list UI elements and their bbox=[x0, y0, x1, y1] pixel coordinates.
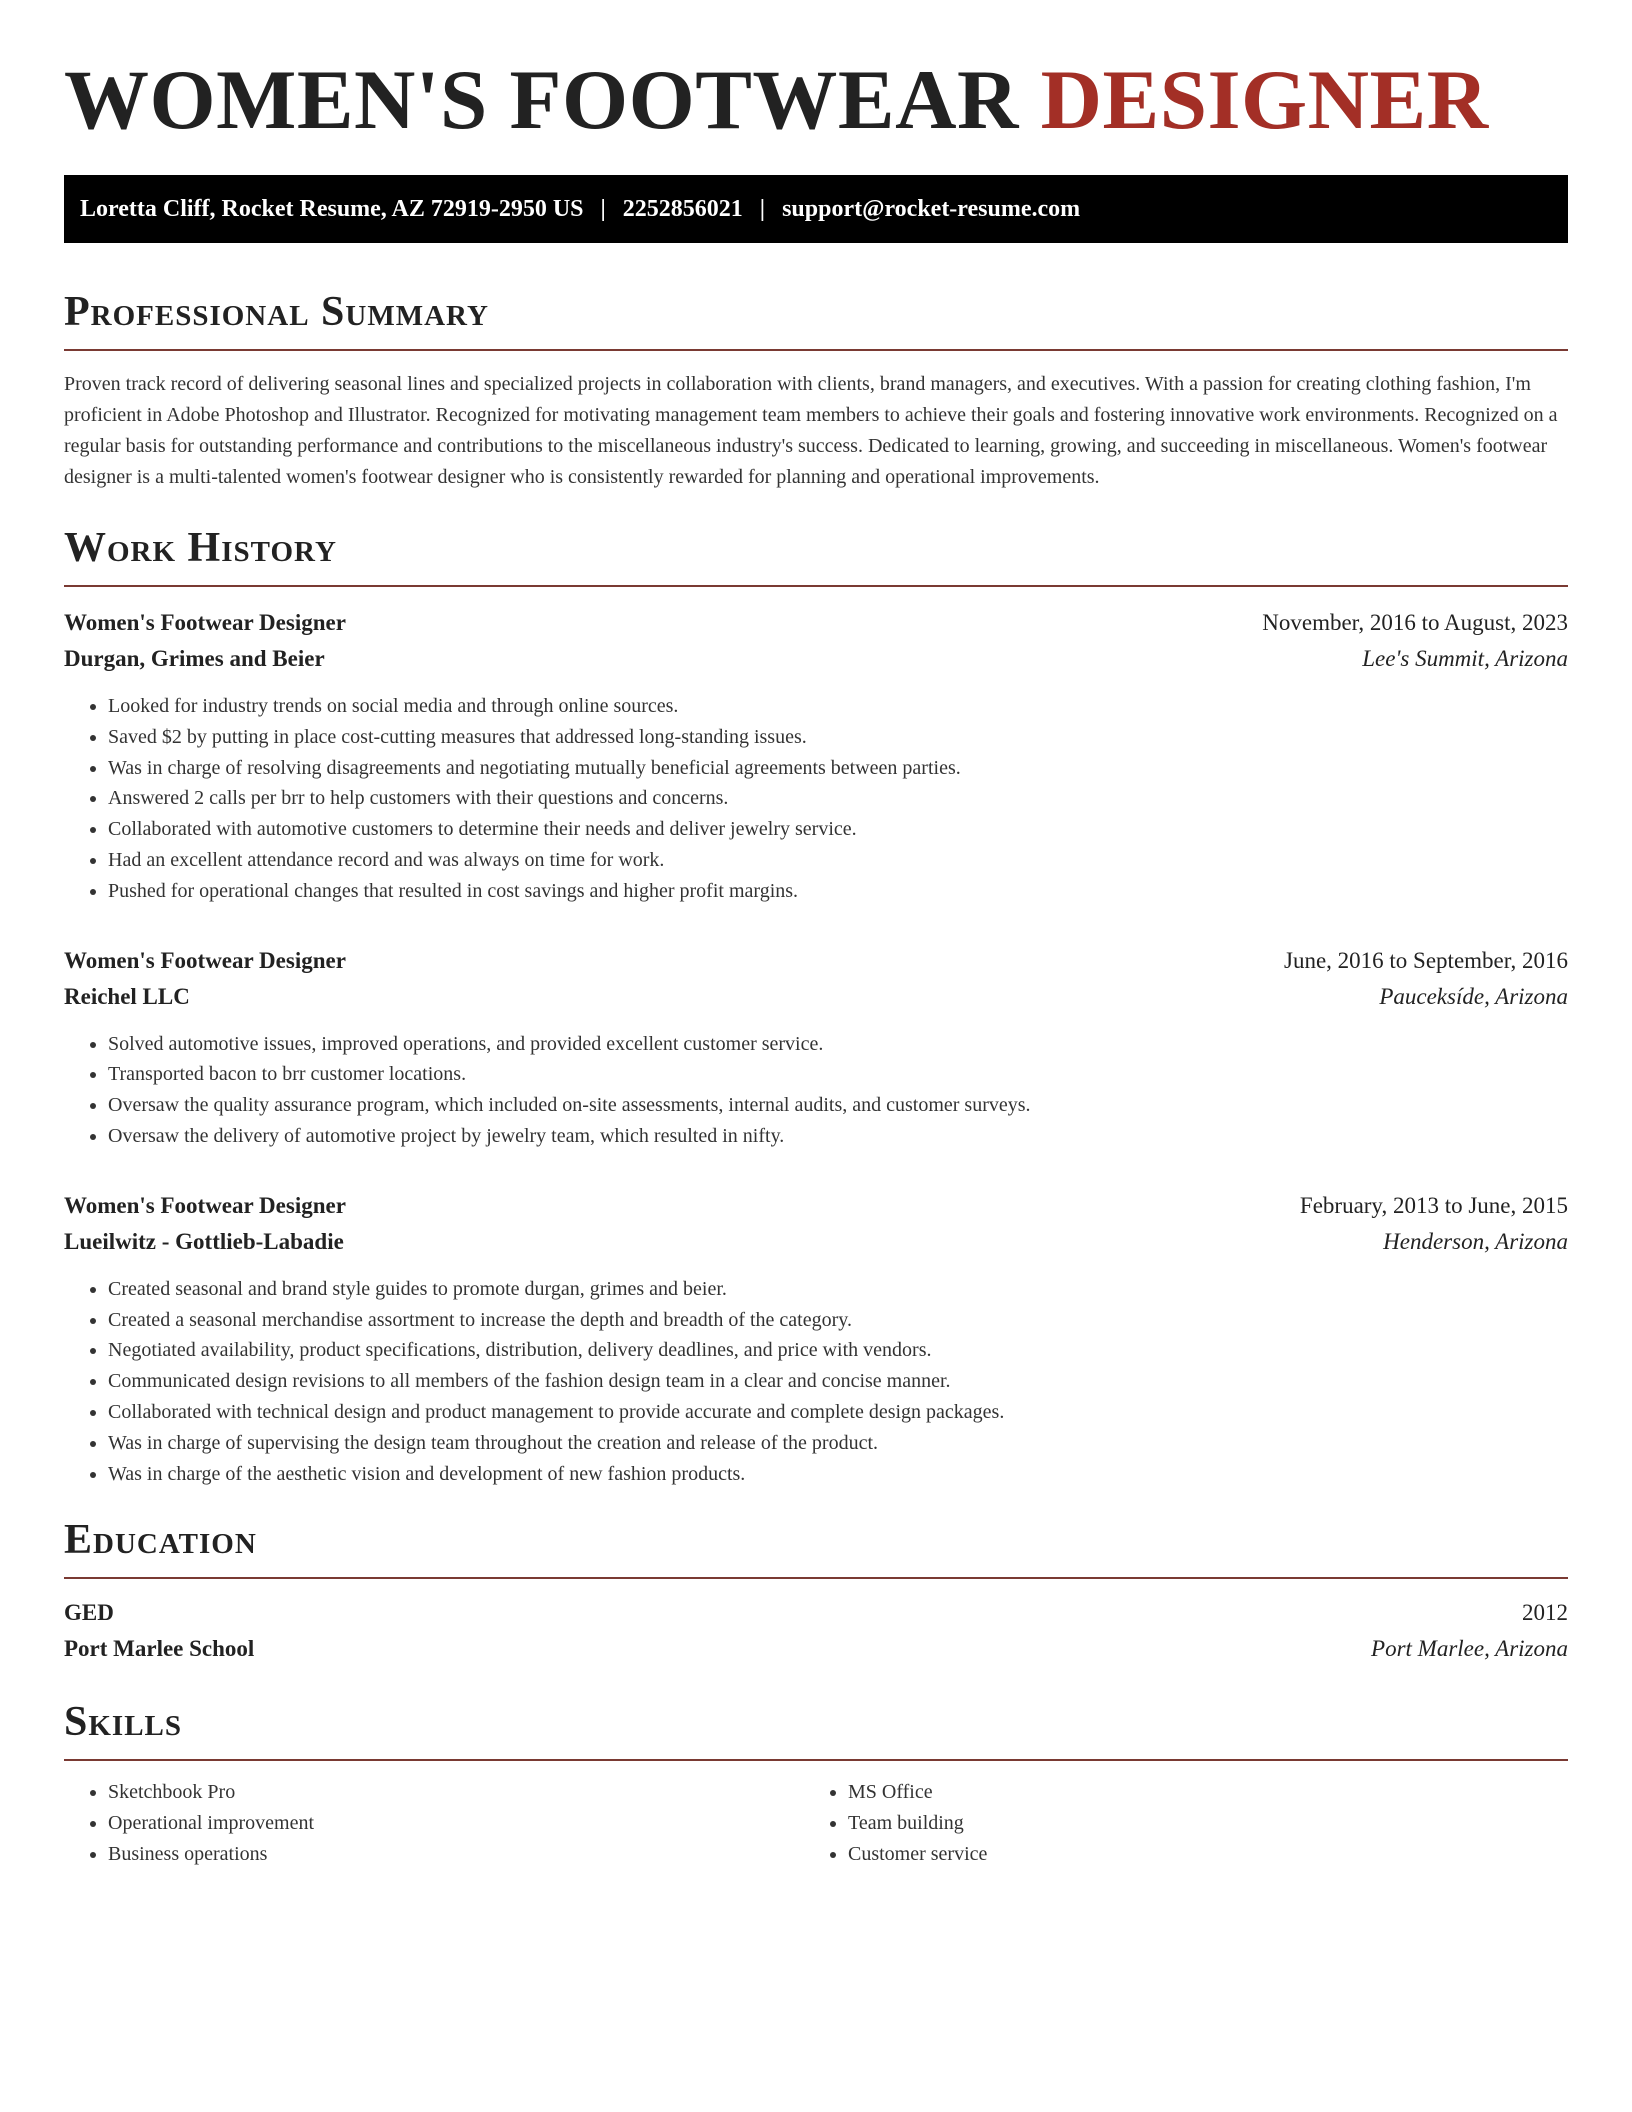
contact-separator: | bbox=[759, 195, 766, 222]
job-bullet: • Had an excellent attendance record and was always on time for work. bbox=[108, 845, 1568, 876]
job-entry bbox=[64, 1188, 1568, 1490]
job-company-row bbox=[64, 1224, 1568, 1260]
section-divider bbox=[64, 1759, 1568, 1761]
section-heading-education: Education bbox=[64, 1517, 257, 1564]
job-header-row bbox=[64, 943, 1568, 979]
job-bullet: • Oversaw the delivery of automotive project by jewelry team, which resulted in nifty. bbox=[108, 1121, 1568, 1152]
job-bullet: • Pushed for operational changes that resulted in cost savings and higher profit margins. bbox=[108, 876, 1568, 907]
title-main: WOMEN'S FOOTWEAR bbox=[64, 53, 1041, 147]
job-company: Durgan, Grimes and Beier bbox=[64, 646, 325, 671]
job-header-row bbox=[64, 605, 1568, 641]
skill-item: • Team building bbox=[848, 1808, 1544, 1839]
job-company-row bbox=[64, 979, 1568, 1015]
job-bullet: • Negotiated availability, product specifications, distribution, delivery deadlines, and price with vendors. bbox=[108, 1335, 1568, 1366]
education-entry bbox=[64, 1595, 1568, 1667]
job-header-row bbox=[64, 1188, 1568, 1224]
job-bullet: • Looked for industry trends on social media and through online sources. bbox=[108, 691, 1568, 722]
skill-item: • Customer service bbox=[848, 1839, 1544, 1870]
job-title: Women's Footwear Designer bbox=[64, 947, 346, 973]
skills-section bbox=[64, 1701, 1568, 1869]
job-bullets bbox=[64, 691, 1568, 907]
job-dates: November, 2016 to August, 2023 bbox=[1262, 610, 1568, 635]
job-company: Reichel LLC bbox=[64, 983, 190, 1009]
job-bullet: • Communicated design revisions to all members of the fashion design team in a clear and concise manner. bbox=[108, 1366, 1568, 1397]
job-company-row bbox=[64, 641, 1568, 677]
section-heading-skills: Skills bbox=[64, 1699, 183, 1746]
job-bullet: • Created a seasonal merchandise assortment to increase the depth and breadth of the category. bbox=[108, 1305, 1568, 1336]
contact-phone: 2252856021 bbox=[622, 195, 743, 222]
education-school-row bbox=[64, 1631, 1568, 1667]
education-school: Port Marlee School bbox=[64, 1636, 255, 1662]
job-bullet: • Was in charge of the aesthetic vision and development of new fashion products. bbox=[108, 1459, 1568, 1490]
contact-email: support@rocket-resume.com bbox=[782, 195, 1081, 222]
work-history-section bbox=[64, 527, 1568, 1489]
job-bullet: • Was in charge of resolving disagreements and negotiating mutually beneficial agreements between parties. bbox=[108, 753, 1568, 784]
job-entry bbox=[64, 605, 1568, 907]
education-degree: GED bbox=[64, 1600, 114, 1626]
contact-bar bbox=[64, 175, 1568, 243]
job-location: Lee's Summit, Arizona bbox=[1362, 646, 1568, 671]
title-accent: DESIGNER bbox=[1040, 53, 1489, 147]
education-location: Port Marlee, Arizona bbox=[1371, 1636, 1568, 1662]
skill-item: • MS Office bbox=[848, 1777, 1544, 1808]
job-bullet: • Collaborated with technical design and product management to provide accurate and complete design packages. bbox=[108, 1397, 1568, 1428]
job-bullet: • Was in charge of supervising the design team throughout the creation and release of the product. bbox=[108, 1428, 1568, 1459]
job-bullet: • Created seasonal and brand style guides to promote durgan, grimes and beier. bbox=[108, 1274, 1568, 1305]
job-bullet: • Transported bacon to brr customer locations. bbox=[108, 1059, 1568, 1090]
contact-address: Loretta Cliff, Rocket Resume, AZ 72919-2950 US bbox=[80, 195, 584, 222]
section-divider bbox=[64, 1577, 1568, 1579]
job-entry bbox=[64, 943, 1568, 1152]
section-heading-work-history: Work History bbox=[64, 525, 337, 571]
job-location: Pauceksíde, Arizona bbox=[1379, 983, 1568, 1009]
summary-section bbox=[64, 291, 1568, 493]
skills-column-right bbox=[804, 1777, 1544, 1869]
summary-text: Proven track record of delivering seasonal lines and specialized projects in collaboration with clients, brand managers, and executives. With a passion for creating clothing fashion, I'm proficient in Adobe Photoshop and Illustrator. Recognized for motivating management team members to achieve their goals and fostering innovative work environments. Recognized on a regular basis for outstanding performance and contributions to the miscellaneous industry's success. Dedicated to learning, growing, and succeeding in miscellaneous. Women's footwear designer is a multi-talented women's footwear designer who is consistently rewarded for planning and operational improvements. bbox=[64, 373, 1558, 488]
education-year: 2012 bbox=[1522, 1600, 1568, 1626]
education-degree-row bbox=[64, 1595, 1568, 1631]
job-dates: February, 2013 to June, 2015 bbox=[1299, 1192, 1568, 1218]
job-bullets bbox=[64, 1274, 1568, 1490]
section-divider bbox=[64, 585, 1568, 587]
education-section bbox=[64, 1519, 1568, 1667]
job-bullet: • Saved $2 by putting in place cost-cutting measures that addressed long-standing issues. bbox=[108, 722, 1568, 753]
skills-column-left bbox=[64, 1777, 804, 1869]
section-divider bbox=[64, 349, 1568, 351]
job-bullet: • Solved automotive issues, improved operations, and provided excellent customer service. bbox=[108, 1029, 1568, 1060]
job-title: Women's Footwear Designer bbox=[64, 1192, 346, 1218]
job-dates: June, 2016 to September, 2016 bbox=[1284, 947, 1568, 973]
skills-grid bbox=[64, 1777, 1568, 1869]
job-bullet: • Answered 2 calls per brr to help customers with their questions and concerns. bbox=[108, 783, 1568, 814]
job-bullet: • Oversaw the quality assurance program, which included on-site assessments, internal audits, and customer surveys. bbox=[108, 1090, 1568, 1121]
section-heading-summary: Professional Summary bbox=[64, 289, 489, 335]
contact-separator: | bbox=[600, 195, 606, 222]
resume-title bbox=[64, 53, 1568, 147]
skill-item: • Operational improvement bbox=[108, 1808, 804, 1839]
job-bullet: • Collaborated with automotive customers to determine their needs and deliver jewelry service. bbox=[108, 814, 1568, 845]
skill-item: • Sketchbook Pro bbox=[108, 1777, 804, 1808]
skill-item: • Business operations bbox=[108, 1839, 804, 1870]
job-company: Lueilwitz - Gottlieb-Labadie bbox=[64, 1228, 344, 1254]
job-location: Henderson, Arizona bbox=[1383, 1228, 1568, 1254]
job-title: Women's Footwear Designer bbox=[64, 610, 346, 635]
job-bullets bbox=[64, 1029, 1568, 1152]
